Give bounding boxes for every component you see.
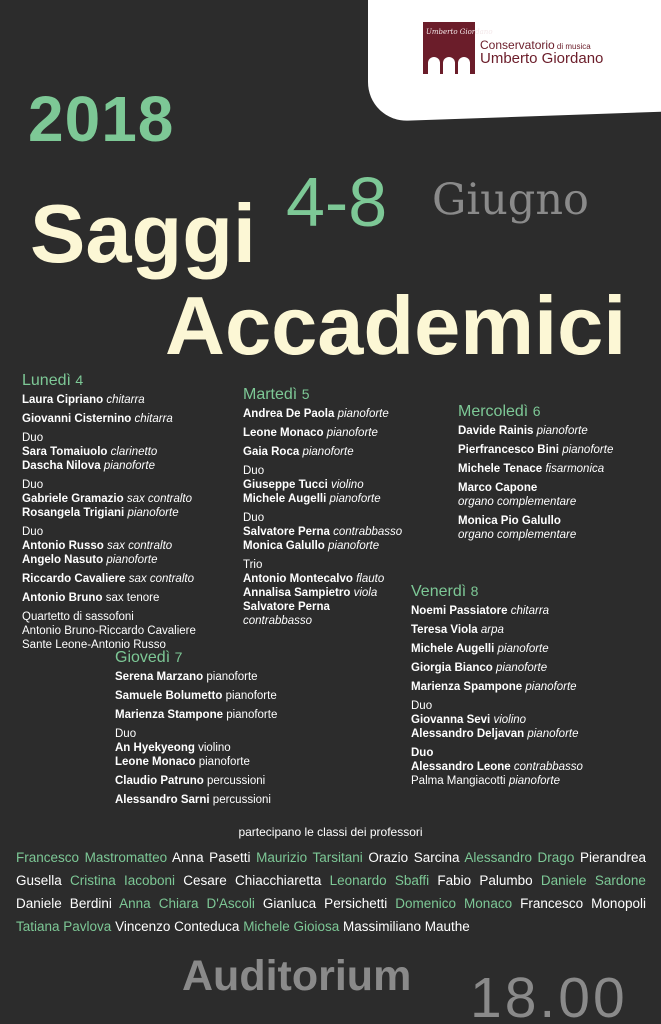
performance-entry (115, 670, 277, 684)
professor-name: Cesare Chiacchiaretta (183, 873, 322, 888)
time-label: 18.00 (470, 966, 628, 1024)
instrument-label: pianoforte (226, 709, 278, 721)
performer-line (243, 558, 402, 572)
instrument-label: pianoforte (127, 507, 179, 519)
performance-entry (115, 793, 277, 807)
instrument-label: organo complementare (458, 496, 577, 508)
day-number: 7 (174, 649, 183, 665)
day-number: 4 (75, 372, 84, 388)
professor-name: Leonardo Sbaffi (329, 873, 430, 888)
performer-name: Leone Monaco (115, 756, 196, 768)
performer-line (243, 445, 402, 459)
performer-line (115, 670, 277, 684)
performer-line (411, 727, 583, 741)
professor-name: Tatiana Pavlova (16, 919, 112, 934)
performer-name: Monica Pio Galullo (458, 515, 561, 527)
performance-entry (22, 412, 196, 426)
year-heading: 2018 (28, 83, 175, 155)
performance-entry (243, 407, 402, 421)
performer-name: Annalisa Sampietro (243, 587, 351, 599)
performer-line (22, 412, 196, 426)
performer-line (411, 746, 583, 760)
day-heading (243, 387, 402, 402)
performer-name: Antonio Bruno (22, 592, 103, 604)
performer-name: Pierfrancesco Bini (458, 444, 559, 456)
professor-name: Maurizio Tarsitani (256, 850, 363, 865)
professor-name: Anna Pasetti (172, 850, 251, 865)
instrument-label: pianoforte (536, 425, 588, 437)
performer-line (22, 492, 196, 506)
performance-entry (458, 514, 613, 542)
instrument-label: contrabbasso (243, 615, 313, 627)
performer-line (458, 462, 613, 476)
performance-entry (243, 445, 402, 459)
professor-name: Vincenzo Conteduca (115, 919, 240, 934)
logo-line2: Umberto Giordano (480, 50, 604, 67)
performer-line (22, 431, 196, 445)
day-name: Lunedì (22, 372, 71, 389)
performer-line (411, 713, 583, 727)
performer-name: Alessandro Leone (411, 761, 511, 773)
day-name: Venerdì (411, 583, 467, 600)
performance-entry (22, 525, 196, 567)
performer-line (411, 699, 583, 713)
performance-entry (411, 604, 583, 618)
plain-text: Duo (22, 526, 44, 538)
instrument-label: violino (330, 479, 364, 491)
plain-text: Palma Mangiacotti (411, 775, 506, 787)
professor-name: Massimiliano Mauthe (343, 919, 470, 934)
professor-name: Francesco Monopoli (520, 896, 646, 911)
performer-name: Marienza Spampone (411, 681, 523, 693)
performer-name: Duo (411, 747, 434, 759)
instrument-label: percussioni (212, 794, 271, 806)
professor-name: Gianluca Persichetti (262, 896, 388, 911)
performer-line (243, 511, 402, 525)
instrument-label: violino (198, 742, 231, 754)
performer-line (22, 445, 196, 459)
monday-column (22, 373, 196, 657)
professor-name: Anna Chiara D'Ascoli (119, 896, 255, 911)
performer-name: Alessandro Deljavan (411, 728, 525, 740)
performance-entry (411, 699, 583, 741)
performance-entry (411, 623, 583, 637)
performer-line (243, 464, 402, 478)
performer-line (22, 478, 196, 492)
performer-name: Leone Monaco (243, 427, 324, 439)
performer-line (22, 572, 196, 586)
plain-text: Antonio Bruno-Riccardo Cavaliere (22, 625, 196, 637)
performer-name: Claudio Patruno (115, 775, 204, 787)
professor-name: Cristina Iacoboni (70, 873, 176, 888)
performance-entry (22, 591, 196, 605)
day-heading (411, 584, 583, 599)
day-number: 6 (532, 403, 541, 419)
performance-entry (115, 727, 277, 769)
performer-line (115, 755, 277, 769)
professors-list (16, 846, 646, 938)
performance-entry (411, 680, 583, 694)
instrument-label: pianoforte (328, 540, 380, 552)
performer-name: Michele Augelli (411, 643, 495, 655)
day-name: Giovedì (115, 649, 171, 666)
performer-line (115, 793, 277, 807)
instrument-label: pianoforte (497, 643, 549, 655)
day-heading (458, 404, 613, 419)
instrument-label: pianoforte (527, 728, 579, 740)
instrument-label: pianoforte (302, 446, 354, 458)
performer-line (411, 774, 583, 788)
instrument-label: pianoforte (508, 775, 560, 787)
title-line1: Saggi (30, 187, 256, 280)
performer-line (411, 661, 583, 675)
plain-text: Sante Leone-Antonio Russo (22, 639, 166, 651)
date-range: 4-8 (286, 163, 388, 241)
plain-text: Duo (22, 432, 44, 444)
instrument-label: chitarra (510, 605, 550, 617)
instrument-label: percussioni (207, 775, 266, 787)
performance-entry (115, 774, 277, 788)
performer-name: Laura Cipriano (22, 394, 104, 406)
venue-label: Auditorium (182, 952, 412, 1000)
performance-entry (22, 572, 196, 586)
performer-line (115, 774, 277, 788)
instrument-label: fisarmonica (545, 463, 605, 475)
professor-name: Michele Gioiosa (243, 919, 340, 934)
performer-line (22, 393, 196, 407)
performer-line (243, 614, 402, 628)
instrument-label: pianoforte (329, 493, 381, 505)
performer-name: Samuele Bolumetto (115, 690, 223, 702)
performer-name: Antonio Montecalvo (243, 573, 353, 585)
title-line2: Accademici (165, 279, 627, 372)
professor-name: Daniele Sardone (540, 873, 646, 888)
instrument-label: pianoforte (326, 427, 378, 439)
performer-line (243, 539, 402, 553)
performer-name: Alessandro Sarni (115, 794, 210, 806)
tuesday-column (243, 387, 402, 633)
performer-line (411, 680, 583, 694)
performer-name: Salvatore Perna (243, 601, 330, 613)
performer-name: Andrea De Paola (243, 408, 335, 420)
instrument-label: contrabbasso (333, 526, 403, 538)
instrument-label: sax contralto (128, 573, 194, 585)
performer-name: Marienza Stampone (115, 709, 223, 721)
performer-name: Rosangela Trigiani (22, 507, 125, 519)
professor-name: Daniele Berdini (16, 896, 112, 911)
performer-line (411, 604, 583, 618)
performance-entry (458, 443, 613, 457)
performer-line (411, 623, 583, 637)
professor-name: Domenico Monaco (395, 896, 513, 911)
performer-line (458, 514, 613, 528)
plain-text: Duo (115, 728, 137, 740)
performance-entry (243, 426, 402, 440)
performer-line (243, 600, 402, 614)
performer-line (22, 539, 196, 553)
performer-name: Gaia Roca (243, 446, 300, 458)
instrument-label: pianoforte (206, 671, 258, 683)
performer-line (243, 586, 402, 600)
instrument-label: pianoforte (496, 662, 548, 674)
performance-entry (243, 511, 402, 553)
performer-line (458, 528, 613, 542)
performer-line (22, 459, 196, 473)
performer-name: Michele Tenace (458, 463, 543, 475)
performer-line (458, 443, 613, 457)
day-name: Martedì (243, 386, 298, 403)
performer-name: Angelo Nasuto (22, 554, 104, 566)
performer-line (22, 610, 196, 624)
performer-line (115, 708, 277, 722)
performance-entry (243, 464, 402, 506)
performance-entry (458, 481, 613, 509)
participants-caption: partecipano le classi dei professori (238, 825, 423, 839)
performer-name: Giovanni Cisternino (22, 413, 132, 425)
performance-entry (411, 642, 583, 656)
performer-name: Giovanna Sevi (411, 714, 491, 726)
instrument-label: organo complementare (458, 529, 577, 541)
performer-name: Riccardo Cavaliere (22, 573, 126, 585)
instrument-label: pianoforte (106, 554, 158, 566)
performance-entry (411, 746, 583, 788)
performer-line (411, 760, 583, 774)
performer-line (115, 741, 277, 755)
performer-name: Monica Galullo (243, 540, 325, 552)
instrument-label: sax contralto (126, 493, 193, 505)
plain-text: Quartetto di sassofoni (22, 611, 134, 623)
logo-signature: Umberto Giordano (426, 28, 493, 36)
performer-line (22, 525, 196, 539)
performance-entry (22, 478, 196, 520)
day-heading (115, 650, 277, 665)
performer-line (243, 478, 402, 492)
instrument-label: pianoforte (225, 690, 277, 702)
instrument-label: pianoforte (562, 444, 614, 456)
day-name: Mercoledì (458, 403, 529, 420)
performer-line (458, 424, 613, 438)
instrument-label: sax tenore (105, 592, 160, 604)
performer-line (22, 506, 196, 520)
performer-line (458, 481, 613, 495)
performer-line (411, 642, 583, 656)
friday-column (411, 584, 583, 793)
performer-name: Noemi Passiatore (411, 605, 508, 617)
plain-text: Duo (22, 479, 44, 491)
performer-name: Michele Augelli (243, 493, 327, 505)
wednesday-column (458, 404, 613, 547)
performer-line (22, 624, 196, 638)
professor-name: Pierandrea Gusella (16, 850, 646, 888)
performance-entry (115, 689, 277, 703)
performer-line (243, 572, 402, 586)
performer-line (458, 495, 613, 509)
instrument-label: violino (493, 714, 527, 726)
instrument-label: pianoforte (525, 681, 577, 693)
month-label: Giugno (432, 175, 589, 225)
performer-name: Dascha Nilova (22, 460, 101, 472)
performance-entry (458, 424, 613, 438)
plain-text: Duo (243, 512, 265, 524)
performer-line (115, 727, 277, 741)
performer-name: Giuseppe Tucci (243, 479, 328, 491)
performance-entry (243, 558, 402, 628)
logo-line1: Conservatorio di musica (480, 38, 591, 52)
performer-name: Sara Tomaiuolo (22, 446, 108, 458)
performance-entry (115, 708, 277, 722)
day-heading (22, 373, 196, 388)
plain-text: Duo (411, 700, 433, 712)
thursday-column (115, 650, 277, 812)
performance-entry (458, 462, 613, 476)
professor-name: Fabio Palumbo (437, 873, 533, 888)
performance-entry (22, 393, 196, 407)
performance-entry (22, 610, 196, 652)
instrument-label: flauto (356, 573, 385, 585)
instrument-label: viola (353, 587, 378, 599)
performer-name: Teresa Viola (411, 624, 478, 636)
plain-text: Trio (243, 559, 263, 571)
instrument-label: pianoforte (198, 756, 250, 768)
performer-name: Marco Capone (458, 482, 538, 494)
plain-text: Duo (243, 465, 265, 477)
performer-name: An Hyekyeong (115, 742, 195, 754)
instrument-label: chitarra (134, 413, 173, 425)
performer-name: Salvatore Perna (243, 526, 330, 538)
professor-name: Francesco Mastromatteo (16, 850, 168, 865)
instrument-label: sax contralto (106, 540, 173, 552)
performer-line (243, 426, 402, 440)
instrument-label: pianoforte (337, 408, 389, 420)
instrument-label: chitarra (106, 394, 145, 406)
performance-entry (411, 661, 583, 675)
performer-name: Gabriele Gramazio (22, 493, 124, 505)
professor-name: Orazio Sarcina (368, 850, 460, 865)
performance-entry (22, 431, 196, 473)
performer-name: Davide Rainis (458, 425, 534, 437)
performer-line (243, 492, 402, 506)
instrument-label: clarinetto (110, 446, 158, 458)
day-number: 8 (470, 583, 479, 599)
performer-line (243, 407, 402, 421)
instrument-label: pianoforte (103, 460, 155, 472)
performer-line (243, 525, 402, 539)
performer-line (22, 591, 196, 605)
professor-name: Alessandro Drago (464, 850, 575, 865)
day-number: 5 (301, 386, 310, 402)
performer-line (22, 553, 196, 567)
performer-name: Serena Marzano (115, 671, 204, 683)
conservatorio-logo-icon (423, 22, 493, 74)
performer-name: Giorgia Bianco (411, 662, 493, 674)
instrument-label: contrabbasso (513, 761, 583, 773)
performer-line (115, 689, 277, 703)
performer-name: Antonio Russo (22, 540, 104, 552)
instrument-label: arpa (480, 624, 504, 636)
